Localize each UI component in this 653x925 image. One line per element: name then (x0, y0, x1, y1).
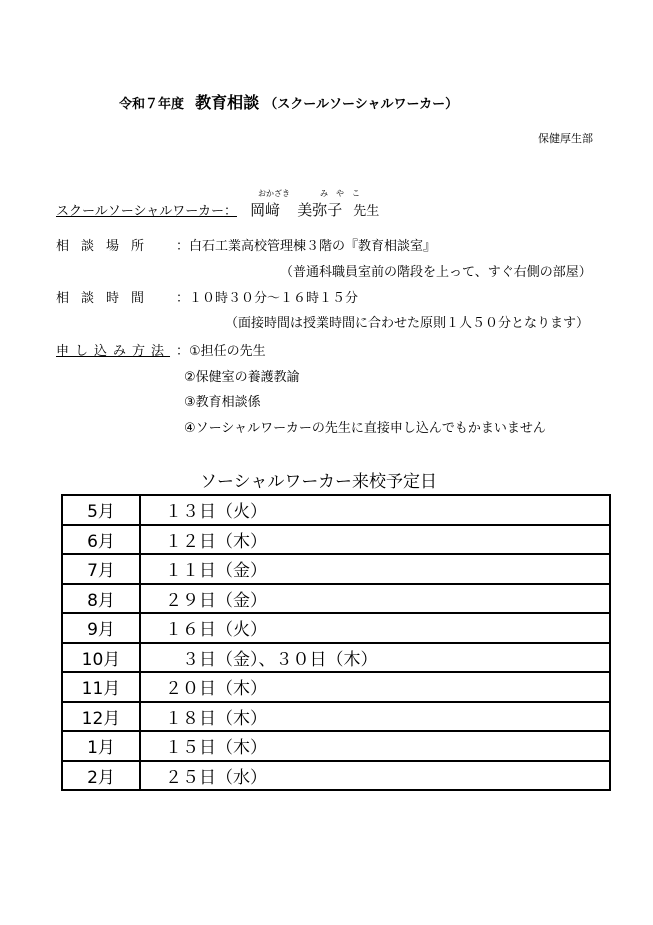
counselor-colon: ： (223, 204, 237, 219)
month-cell: 6月 (62, 525, 140, 555)
title-sub: （スクールソーシャルワーカー） (264, 97, 459, 112)
counselor-given-name: 美弥子 (297, 201, 343, 219)
dates-cell: １３日（火） (140, 495, 610, 525)
apply-method-4: ④ソーシャルワーカーの先生に直接申し込んでもかまいません (184, 421, 546, 436)
table-row (62, 643, 610, 673)
apply-row (56, 340, 266, 359)
table-row (62, 702, 610, 732)
counselor-role-label: スクールソーシャルワーカー (56, 204, 224, 219)
counselor-honorific: 先生 (353, 204, 380, 219)
table-row (62, 761, 610, 791)
month-cell: 5月 (62, 495, 140, 525)
dates-cell: ２５日（水） (140, 761, 610, 791)
time-note: （面接時間は授業時間に合わせた原則１人５０分となります） (225, 316, 590, 331)
table-row (62, 672, 610, 702)
dates-cell: ２０日（木） (140, 672, 610, 702)
month-cell: 8月 (62, 584, 140, 614)
page-title (119, 90, 458, 113)
title-year: 令和７年度 (119, 97, 185, 112)
place-label: 相談場所 (56, 239, 157, 254)
dates-cell: １２日（木） (140, 525, 610, 555)
table-row (62, 495, 610, 525)
schedule-table (61, 494, 611, 791)
counselor-family-name: 岡﨑 (250, 201, 281, 219)
table-row (62, 613, 610, 643)
given-name-ruby: み や こ (320, 189, 360, 198)
apply-method-3: ③教育相談係 (184, 395, 261, 410)
month-cell: 12月 (62, 702, 140, 732)
dates-cell: １１日（金） (140, 554, 610, 584)
title-main: 教育相談 (195, 93, 260, 112)
place-value: ：白石工業高校管理棟３階の『教育相談室』 (176, 239, 437, 254)
month-cell: 2月 (62, 761, 140, 791)
dates-cell: １６日（火） (140, 613, 610, 643)
table-row (62, 525, 610, 555)
month-cell: 9月 (62, 613, 140, 643)
apply-colon: ： (176, 344, 190, 359)
time-value: ：１０時３０分～１６時１５分 (176, 291, 359, 306)
month-cell: 10月 (62, 643, 140, 673)
dates-cell: １５日（木） (140, 731, 610, 761)
table-row (62, 731, 610, 761)
apply-label: 申し込み方法 (56, 344, 171, 359)
month-cell: 7月 (62, 554, 140, 584)
counselor-line (56, 199, 379, 220)
apply-method-2: ②保健室の養護教諭 (184, 370, 300, 385)
place-note: （普通科職員室前の階段を上って、すぐ右側の部屋） (280, 265, 592, 280)
table-row (62, 554, 610, 584)
dates-cell: ２９日（金） (140, 584, 610, 614)
department: 保健厚生部 (538, 132, 593, 145)
dates-cell: ３日（金）、３０日（木） (140, 643, 610, 673)
place-row (56, 235, 436, 254)
table-row (62, 584, 610, 614)
dates-cell: １８日（木） (140, 702, 610, 732)
family-name-ruby: おかざき (258, 189, 290, 198)
schedule-heading: ソーシャルワーカー来校予定日 (200, 472, 437, 492)
month-cell: 11月 (62, 672, 140, 702)
time-row (56, 287, 358, 306)
month-cell: 1月 (62, 731, 140, 761)
apply-method-1: ①担任の先生 (189, 344, 266, 359)
time-label: 相談時間 (56, 291, 157, 306)
